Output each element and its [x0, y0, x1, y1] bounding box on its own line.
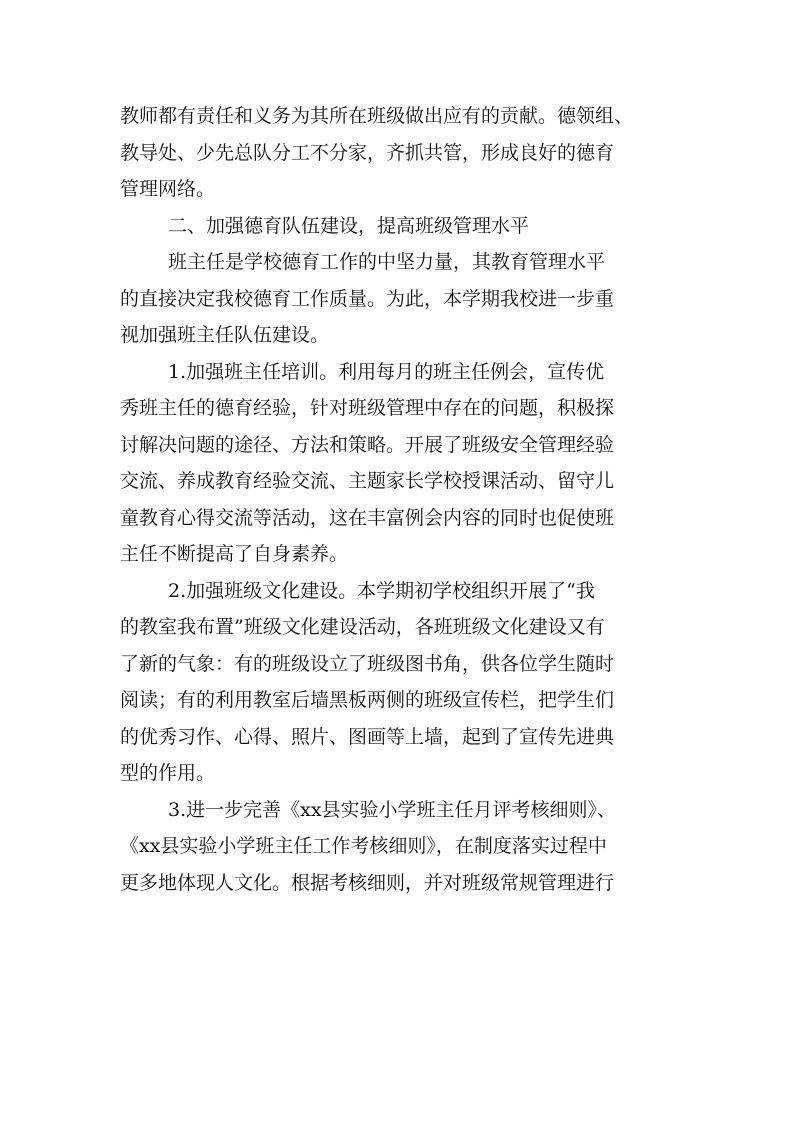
text-line: 二、加强德育队伍建设，提高班级管理水平: [168, 214, 530, 237]
text-line: 主任不断提高了自身素养。: [120, 543, 349, 565]
text-line: 教师都有责任和义务为其所在班级做出应有的贡献。德领组、: [120, 105, 634, 127]
text-line: 1.加强班主任培训。利用每月的班主任例会，宣传优: [168, 360, 605, 383]
text-line: 了新的气象：有的班级设立了班级图书角，供各位学生随时: [120, 652, 615, 675]
text-line: 阅读；有的利用教室后墙黑板两侧的班级宣传栏，把学生们: [120, 689, 615, 711]
text-line: 2.加强班级文化建设。本学期初学校组织开展了“我: [168, 579, 595, 602]
text-line: 的教室我布置”班级文化建设活动，各班班级文化建设又有: [120, 616, 605, 638]
text-line: 《xx县实验小学班主任工作考核细则》，在制度落实过程中: [120, 835, 607, 857]
text-line: 童教育心得交流等活动，这在丰富例会内容的同时也促使班: [120, 506, 615, 529]
text-line: 的直接决定我校德育工作质量。为此，本学期我校进一步重: [120, 287, 615, 310]
document-body: [120, 98, 680, 901]
text-line: 交流、养成教育经验交流、主题家长学校授课活动、留守儿: [120, 470, 615, 492]
text-line: 秀班主任的德育经验，针对班级管理中存在的问题，积极探: [120, 397, 615, 419]
text-line: 更多地体现人文化。根据考核细则，并对班级常规管理进行: [120, 871, 615, 894]
text-line: 的优秀习作、心得、照片、图画等上墙，起到了宣传先进典: [120, 725, 615, 748]
text-line: 3.进一步完善《xx县实验小学班主任月评考核细则》、: [168, 798, 617, 821]
text-line: 教导处、少先总队分工不分家，齐抓共管，形成良好的德育: [120, 141, 615, 164]
text-line: 班主任是学校德育工作的中坚力量，其教育管理水平: [168, 251, 606, 273]
text-line: 型的作用。: [120, 762, 216, 784]
text-line: 讨解决问题的途径、方法和策略。开展了班级安全管理经验: [120, 433, 615, 456]
text-line: 管理网络。: [120, 178, 216, 200]
text-line: 视加强班主任队伍建设。: [120, 324, 330, 346]
